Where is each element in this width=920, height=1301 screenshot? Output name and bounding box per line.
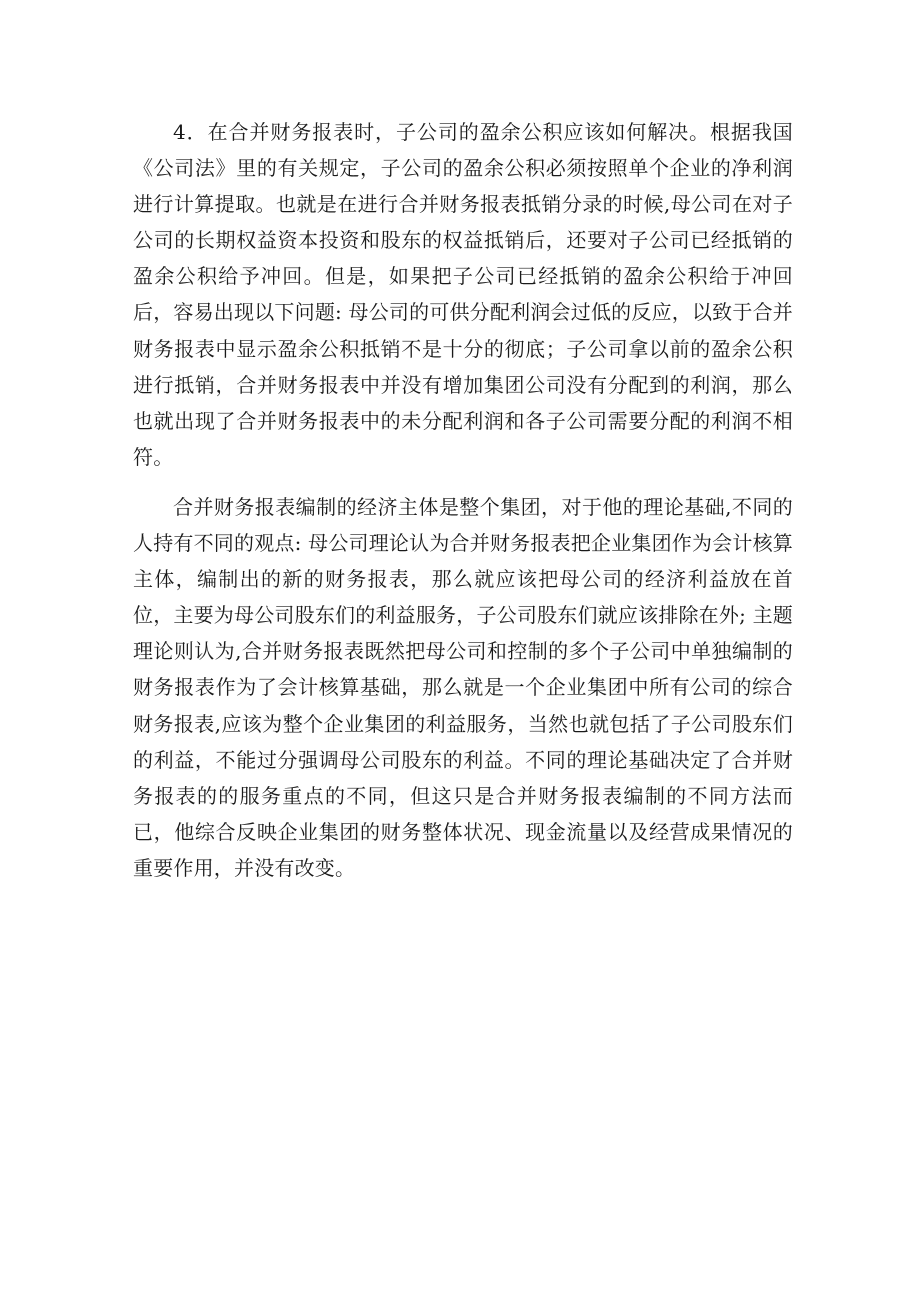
paragraph-surplus-reserve: 4．在合并财务报表时，子公司的盈余公积应该如何解决。根据我国《公司法》里的有关规定，子公司的盈余公积必须按照单个企业的净利润进行计算提取。也就是在进行合并财务报表抵销分录的时候,母公司在对子公司的长期权益资本投资和股东的权益抵销后，还要对子公司已经抵销的盈余公积给予冲回。但是，如果把子公司已经抵销的盈余公积给于冲回后，容易出现以下问题: 母公司的可供分配利润会过低的反应，以致于合并财务报表中显示盈余公积抵销不是十分的彻底；子公司拿以前的盈余公积进行抵销，合并财务报表中并没有增加集团公司没有分配到的利润，那么也就出现了合并财务报表中的未分配利润和各子公司需要分配的利润不相符。 (133, 120, 793, 469)
document-page (133, 114, 793, 886)
paragraph-theory-basis: 合并财务报表编制的经济主体是整个集团，对于他的理论基础,不同的人持有不同的观点: 母公司理论认为合并财务报表把企业集团作为会计核算主体，编制出的新的财务报表，那么就应该把母公司的经济利益放在首位，主要为母公司股东们的利益服务，子公司股东们就应该排除在外; 主题理论则认为,合并财务报表既然把母公司和控制的多个子公司中单独编制的财务报表作为了会计核算基础，那么就是一个企业集团中所有公司的综合财务报表,应该为整个企业集团的利益服务，当然也就包括了子公司股东们的利益，不能过分强调母公司股东的利益。不同的理论基础决定了合并财务报表的的服务重点的不同，但这只是合并财务报表编制的不同方法而已，他综合反映企业集团的财务整体状况、现金流量以及经营成果情况的重要作用，并没有改变。 (133, 494, 793, 880)
